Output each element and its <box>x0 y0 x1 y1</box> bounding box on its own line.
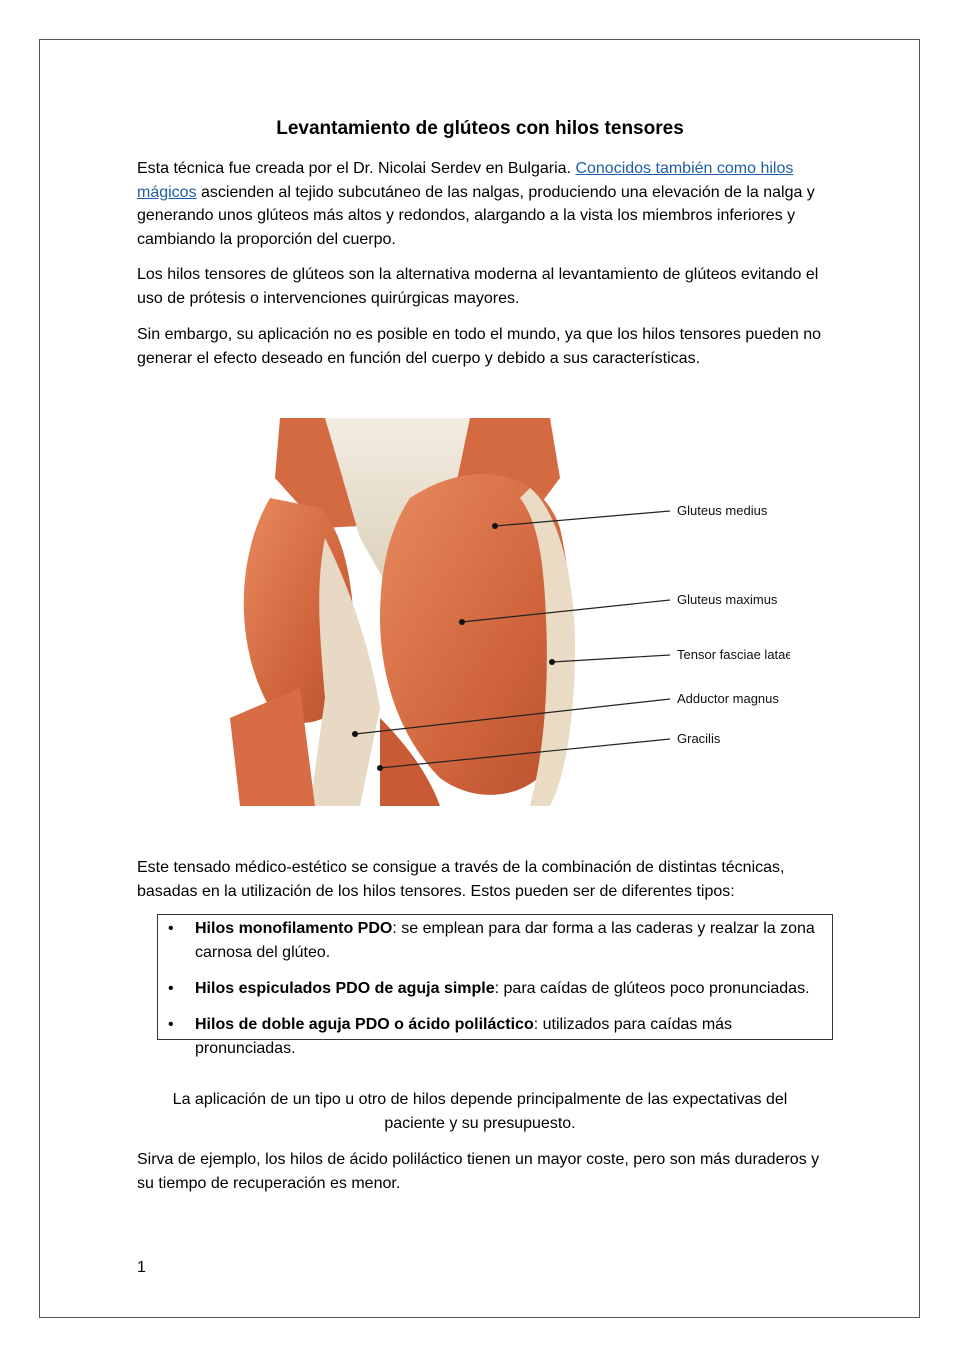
centered-note-paragraph <box>157 1088 803 1135</box>
example-paragraph <box>137 1148 827 1195</box>
list-item <box>168 1013 820 1060</box>
thigh-left-shape <box>230 688 315 806</box>
bullet: • <box>168 980 174 997</box>
page-number: 1 <box>137 1259 146 1276</box>
paragraph-text: Los hilos tensores de glúteos son la alternativa moderna al levantamiento de glúteos evitando el uso de prótesis o intervenciones quirúrgicas mayores. <box>137 266 819 307</box>
label-gluteus-medius: Gluteus medius <box>677 503 768 518</box>
bullet: • <box>168 920 174 937</box>
limitations-paragraph <box>137 323 827 370</box>
paragraph-text: Este tensado médico-estético se consigue a través de la combinación de distintas técnicas, basadas en la utilización de los hilos tensores. Estos pueden ser de diferentes tipos: <box>137 859 785 900</box>
types-intro-paragraph <box>137 856 827 903</box>
intro-paragraph <box>137 157 827 251</box>
anatomy-illustration <box>230 418 790 806</box>
label-gluteus-maximus: Gluteus maximus <box>677 592 778 607</box>
alternative-paragraph <box>137 263 827 310</box>
label-adductor-magnus: Adductor magnus <box>677 691 779 706</box>
list-item-text: : se emplean para dar forma a las caderas y realzar la zona carnosa del glúteo. <box>195 920 815 961</box>
list-item-term: Hilos monofilamento PDO <box>195 920 393 937</box>
label-tensor-fasciae-latae: Tensor fasciae latae <box>677 647 790 662</box>
list-item <box>168 977 820 1001</box>
paragraph-text: Sin embargo, su aplicación no es posible en todo el mundo, ya que los hilos tensores pueden no generar el efecto deseado en función del cuerpo y debido a sus características. <box>137 326 822 367</box>
list-item-term: Hilos espiculados PDO de aguja simple <box>195 980 495 997</box>
gluteal-anatomy-figure <box>230 418 790 806</box>
magic-threads-link[interactable]: Conocidos también como hilos mágicos <box>137 160 794 201</box>
intro-text-continued: ascienden al tejido subcutáneo de las nalgas, produciendo una elevación de la nalga y generando unos glúteos más altos y redondos, alargando a la vista los miembros inferiores y cambiando la proporción del cuerpo. <box>137 183 815 248</box>
list-item-text: : para caídas de glúteos poco pronunciadas. <box>494 980 810 997</box>
list-item <box>168 917 820 964</box>
intro-text: Esta técnica fue creada por el Dr. Nicolai Serdev en Bulgaria. <box>137 160 576 177</box>
list-item-term: Hilos de doble aguja PDO o ácido poliláctico <box>195 1016 534 1033</box>
paragraph-text: La aplicación de un tipo u otro de hilos depende principalmente de las expectativas del paciente y su presupuesto. <box>172 1091 788 1132</box>
paragraph-text: Sirva de ejemplo, los hilos de ácido poliláctico tienen un mayor coste, pero son más duraderos y su tiempo de recuperación es menor. <box>137 1151 820 1192</box>
bullet: • <box>168 1016 174 1033</box>
label-gracilis: Gracilis <box>677 731 721 746</box>
list-item-text: : utilizados para caídas más pronunciadas. <box>195 1016 733 1057</box>
page-title: Levantamiento de glúteos con hilos tensores <box>276 118 684 139</box>
thread-types-list <box>157 914 833 1057</box>
